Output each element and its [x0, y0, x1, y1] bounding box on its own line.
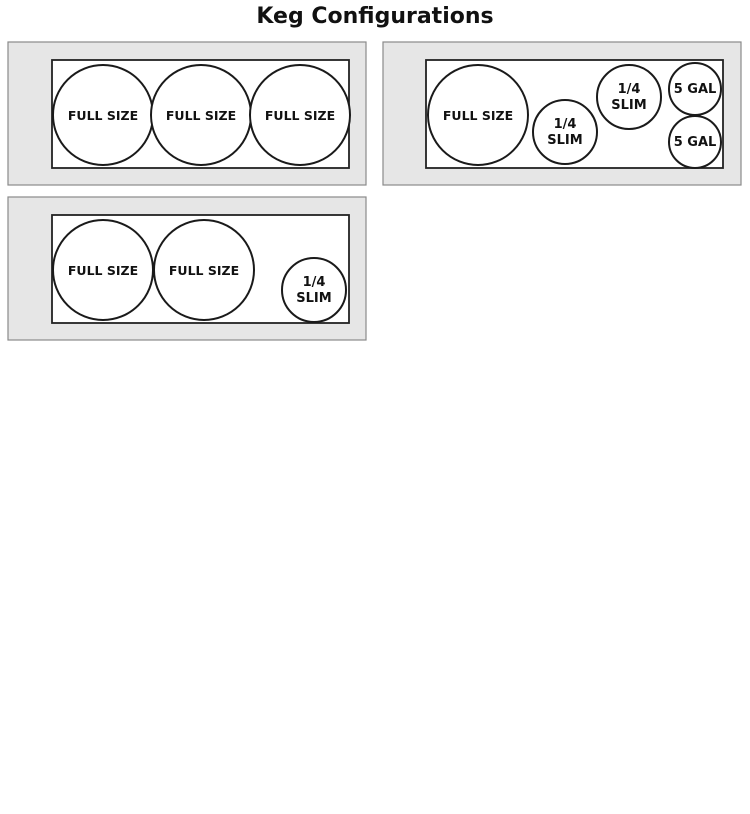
keg-full — [154, 220, 254, 320]
keg-slim — [282, 258, 346, 322]
keg-gal5 — [669, 116, 721, 168]
keg-label — [68, 263, 138, 278]
keg-label-line: 5 GAL — [673, 81, 717, 97]
keg-label-line: FULL SIZE — [67, 262, 139, 278]
keg-label-line: SLIM — [547, 132, 583, 148]
keg-label-line: FULL SIZE — [67, 107, 139, 123]
keg-label-line: 1/4 — [302, 274, 326, 290]
keg-slim — [533, 100, 597, 164]
keg-label-line: FULL SIZE — [442, 107, 514, 123]
page-title: Keg Configurations — [256, 4, 494, 29]
keg-label-line: FULL SIZE — [168, 262, 240, 278]
configuration-panel — [383, 42, 741, 185]
keg-slim — [597, 65, 661, 129]
keg-label-line: 1/4 — [617, 81, 641, 97]
keg-label-line: SLIM — [611, 97, 647, 113]
keg-label — [68, 108, 138, 123]
keg-label — [443, 108, 513, 123]
keg-full — [53, 65, 153, 165]
keg-full — [428, 65, 528, 165]
keg-label — [674, 82, 717, 97]
keg-label-line: SLIM — [296, 290, 332, 306]
keg-full — [250, 65, 350, 165]
keg-label — [169, 263, 239, 278]
keg-label-line: FULL SIZE — [264, 107, 336, 123]
configuration-panel — [8, 197, 366, 340]
keg-label-line: 1/4 — [553, 116, 577, 132]
keg-label — [674, 135, 717, 150]
keg-full — [151, 65, 251, 165]
keg-label-line: FULL SIZE — [165, 107, 237, 123]
keg-label — [166, 108, 236, 123]
keg-label-line: 5 GAL — [673, 134, 717, 150]
keg-gal5 — [669, 63, 721, 115]
keg-full — [53, 220, 153, 320]
configuration-panel — [8, 42, 366, 185]
keg-label — [265, 108, 335, 123]
